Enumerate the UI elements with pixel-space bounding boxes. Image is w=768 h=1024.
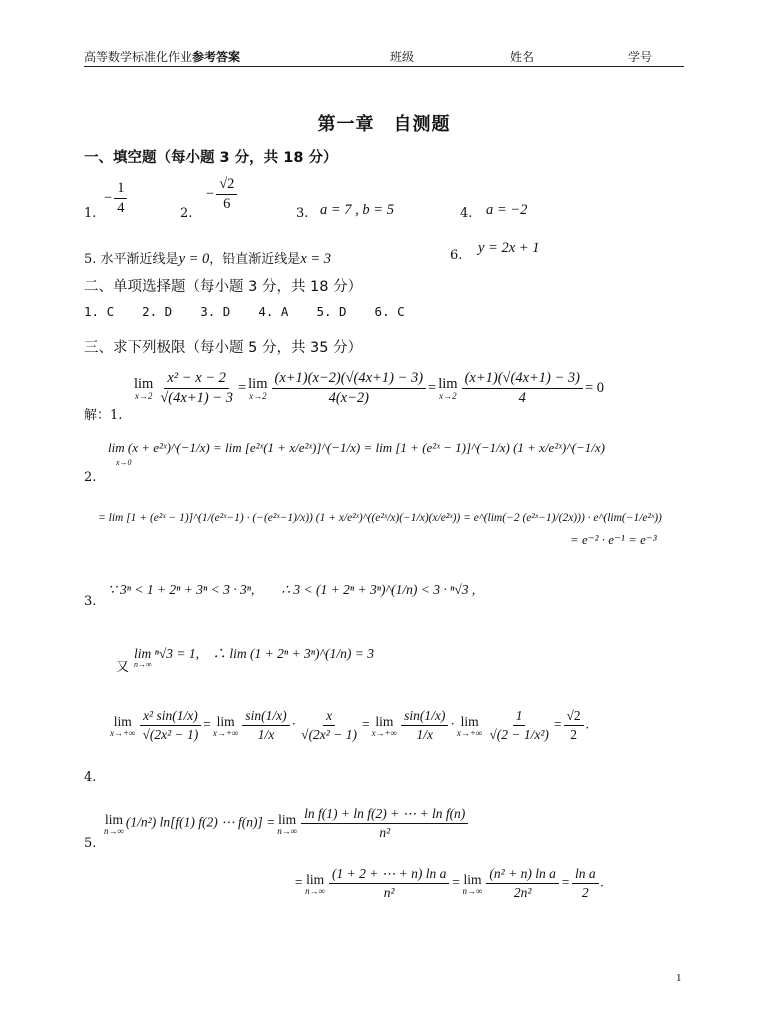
answer-4-label: 4.	[460, 206, 473, 221]
problem-2-line-3: = e⁻² · e⁻¹ = e⁻³	[570, 532, 657, 547]
answer-4-value: a = −2	[486, 202, 528, 218]
answer-3-value: a = 7 , b = 5	[320, 202, 394, 218]
answer-2-value: − $\frac{√2}{6}$	[206, 176, 239, 213]
header-student-id: 学号	[628, 50, 653, 64]
answer-1-label: 1.	[84, 206, 97, 221]
problem-1-math: lim x→2 $\frac{\text{x² − x − 2}}{√(4x+1) - 3}$ = lim x→2 $\frac{(x+1)(x-2)(√(4x+1) - 3)}{4(x-2)}$ = lim x→2 $\frac{(x+1)(√(4x+1) - 3)}{4}$ = 0	[134, 370, 605, 406]
problem-5-line-1: lim n→∞ (1/n²) ln[f(1) f(2) ⋯ f(n)] = lim n→∞ $\frac{\text{ln f(1) + ln f(2) + ⋯ + ln f(n)}}{\text{n²}}$	[102, 806, 470, 841]
problem-3-sub: n→∞	[134, 660, 152, 669]
answer-6-value: y = 2x + 1	[478, 240, 540, 256]
problem-3-line-1: ∵ 3ⁿ < 1 + 2ⁿ + 3ⁿ < 3 · 3ⁿ, ∴ 3 < (1 + 2ⁿ + 3ⁿ)^(1/n) < 3 · ⁿ√3 ,	[108, 582, 476, 597]
problem-4-label: 4.	[84, 770, 97, 785]
answer-2-label: 2.	[180, 206, 193, 221]
choice-answer: 3. D	[200, 304, 231, 319]
choice-answer: 5. D	[316, 304, 347, 319]
problem-3-you: 又	[116, 660, 130, 675]
page-header	[84, 46, 684, 67]
problem-3-line-2: lim ⁿ√3 = 1, ∴ lim (1 + 2ⁿ + 3ⁿ)^(1/n) = 3	[134, 646, 375, 661]
section1-title: 一、填空题（每小题 3 分，共 18 分）	[84, 150, 338, 166]
problem-4-math: lim x→+∞ $\frac{\text{x² sin(1/x)}}{\text{√(2x² − 1)}}$ = lim x→+∞ $\frac{\sin(1/x)}{1/x}$ · $\frac{x}{\text{√(2x² − 1)}}$ = lim x→+∞ $\frac{\sin(1/x)}{1/x}$ · lim x→+∞ $\frac{1}{\text{√(2 − 1/x²)}}$ = $\frac{√2}{2}$ .	[110, 708, 590, 742]
answer-6-label: 6.	[450, 248, 463, 263]
problem-1-label: 解：1.	[84, 408, 123, 423]
problem-2-label: 2.	[84, 470, 97, 485]
choice-answer: 6. C	[374, 304, 405, 319]
section3-title: 三、求下列极限（每小题 5 分，共 35 分）	[84, 340, 363, 356]
problem-2-sub: x→0	[116, 458, 132, 467]
header-course: 高等数学标准化作业参考答案	[84, 50, 241, 64]
problem-3-label: 3.	[84, 594, 97, 609]
chapter-title: 第一章 自测题	[317, 114, 451, 135]
problem-5-label: 5.	[84, 836, 97, 851]
answer-5: 5. 水平渐近线是y = 0，铅直渐近线是x = 3	[84, 251, 332, 267]
problem-5-line-2: = lim n→∞ $\frac{\text{(1 + 2 + ⋯ + n) ln a}}{\text{n²}}$ = lim n→∞ $\frac{\text{(n² + n) ln a}}{\text{2n²}}$ = $\frac{\text{ln a}}{2}$ .	[294, 866, 604, 900]
header-name: 姓名	[510, 50, 535, 64]
problem-2-line-2: = lim [1 + (e²ˣ − 1)]^(1/(e²ˣ−1) · (−(e²ˣ−1)/x)) (1 + x/e²ˣ)^((e²ˣ/x)(−1/x)(x/e²ˣ)) = e^(lim(−2 (e²ˣ−1)/(2x))) · e^(lim(−1/e²ˣ))	[98, 512, 662, 524]
answer-3-label: 3.	[296, 206, 309, 221]
header-class: 班级	[390, 50, 415, 64]
choice-answer: 2. D	[142, 304, 173, 319]
choice-answer: 1. C	[84, 304, 115, 319]
choice-answers	[84, 304, 433, 319]
choice-answer: 4. A	[258, 304, 289, 319]
section2-title: 二、单项选择题（每小题 3 分，共 18 分）	[84, 279, 363, 295]
page-number: 1	[676, 972, 682, 984]
problem-2-line-1: lim (x + e²ˣ)^(−1/x) = lim [e²ˣ(1 + x/e²ˣ)]^(−1/x) = lim [1 + (e²ˣ − 1)]^(−1/x) (1 + x/e²ˣ)^(−1/x)	[108, 440, 606, 455]
answer-1-value: − $\frac{1}{4}$	[104, 180, 129, 217]
